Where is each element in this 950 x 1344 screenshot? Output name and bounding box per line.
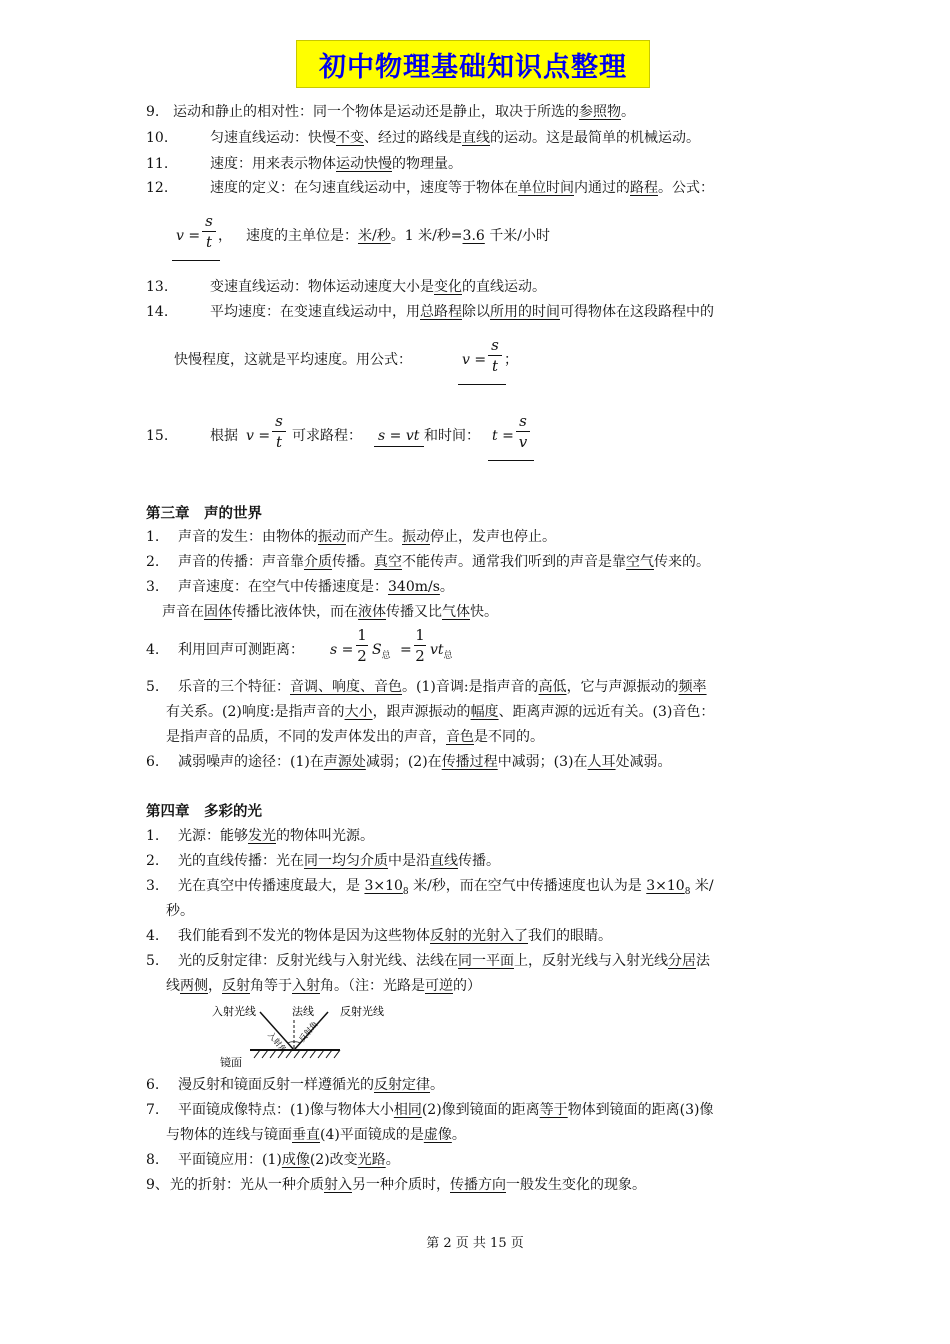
underlined-term: 相同 bbox=[393, 1102, 422, 1118]
text-segment: (2)像到镜面的距离 bbox=[421, 1102, 540, 1118]
text-segment: 的物体叫光源。 bbox=[276, 828, 374, 844]
formula-underline bbox=[374, 446, 424, 447]
underlined-term: 传播过程 bbox=[441, 754, 498, 770]
text: 根据 bbox=[210, 428, 238, 444]
underlined-term: 反射 bbox=[222, 978, 250, 994]
list-number: 9. bbox=[146, 104, 160, 120]
underlined-term: 等于 bbox=[539, 1102, 568, 1118]
formula-time-lhs: t = bbox=[492, 428, 514, 444]
underlined-term: 路程 bbox=[630, 180, 658, 196]
text-segment: ，跟声源振动的 bbox=[372, 704, 471, 720]
chapter-heading: 第四章 多彩的光 bbox=[146, 804, 262, 820]
text-segment: 光的反射定律：反射光线与入射光线、法线在 bbox=[178, 953, 458, 969]
list-number: 1. bbox=[146, 529, 160, 545]
list-item-continuation bbox=[162, 602, 498, 622]
underlined-term: 总路程 bbox=[420, 304, 462, 320]
list-item-continuation bbox=[166, 976, 481, 996]
underlined-term: 人耳 bbox=[587, 754, 616, 770]
text-segment: 我们能看到不发光的物体是因为这些物体 bbox=[178, 928, 430, 944]
text-segment: 声音的传播：声音靠 bbox=[178, 554, 304, 570]
text-segment: 光的直线传播：光在 bbox=[178, 853, 304, 869]
formula-v-lhs: v = bbox=[176, 228, 201, 244]
text-segment: 传播又比 bbox=[386, 604, 442, 620]
list-item bbox=[146, 552, 710, 572]
list-number: 12. bbox=[146, 180, 169, 196]
text-segment: (4)平面镜成的是 bbox=[320, 1127, 424, 1143]
text: 和时间： bbox=[424, 428, 480, 444]
underlined-term: 变化 bbox=[434, 279, 462, 295]
underlined-term: 声源处 bbox=[323, 754, 366, 770]
list-item bbox=[146, 826, 374, 846]
list-item bbox=[178, 677, 707, 697]
underlined-term: 340m/s bbox=[388, 579, 440, 595]
text-segment: 减弱噪声的途径：(1)在 bbox=[178, 754, 324, 770]
text-segment: 中是沿 bbox=[388, 853, 430, 869]
text-segment: 。 bbox=[439, 579, 454, 595]
text-segment: 另一种介质时， bbox=[352, 1177, 450, 1193]
formula-fraction: s v bbox=[516, 412, 530, 451]
list-number: 4. bbox=[146, 642, 160, 658]
page-title: 初中物理基础知识点整理 bbox=[296, 40, 650, 88]
list-number: 3. bbox=[146, 579, 160, 595]
underlined-term: 参照物 bbox=[579, 104, 621, 120]
formula-fraction: s t bbox=[272, 412, 286, 451]
text-segment: 传播比液体快，而在 bbox=[232, 604, 358, 620]
text-segment: 的） bbox=[453, 978, 481, 994]
underlined-term: 介质 bbox=[304, 554, 332, 570]
text-segment: 声音的发生：由物体的 bbox=[178, 529, 318, 545]
text-segment: 物体到镜面的距离(3)像 bbox=[567, 1102, 714, 1118]
list-item bbox=[146, 277, 546, 297]
formula-v-lhs: v = bbox=[246, 428, 271, 444]
chapter-heading: 第三章 声的世界 bbox=[146, 506, 262, 522]
text-segment: 一般发生变化的现象。 bbox=[506, 1177, 646, 1193]
underlined-term: 音调、响度、音色 bbox=[290, 679, 402, 695]
text-segment: 光源：能够 bbox=[178, 828, 248, 844]
underlined-term: 反射的光射入了 bbox=[430, 928, 528, 944]
reflection-diagram bbox=[210, 1000, 410, 1072]
formula-distance: s = vt bbox=[378, 428, 420, 444]
formula-echo-lhs: s = bbox=[330, 642, 354, 658]
list-number: 2. bbox=[146, 853, 160, 869]
text-segment: 快。 bbox=[470, 604, 498, 620]
list-item bbox=[146, 128, 700, 148]
text-segment: 传播。 bbox=[332, 554, 374, 570]
list-item-continuation bbox=[166, 702, 714, 722]
underlined-term: 入射 bbox=[292, 978, 320, 994]
reflected-angle-label: 反射角 bbox=[297, 1019, 320, 1044]
text: 利用回声可测距离： bbox=[178, 642, 304, 658]
list-item-continuation bbox=[166, 1125, 466, 1145]
list-number: 3. bbox=[146, 878, 160, 894]
formula-term: $vt_总$ bbox=[430, 642, 453, 661]
text-segment: 光的折射：光从一种介质 bbox=[170, 1177, 324, 1193]
formula-v-lhs: v = bbox=[462, 352, 487, 368]
list-item bbox=[146, 1150, 400, 1170]
formula-comma: ， bbox=[218, 228, 232, 244]
text-segment: 不能传声。通常我们听到的声音是靠 bbox=[402, 554, 626, 570]
list-item bbox=[146, 154, 462, 174]
text: 可求路程： bbox=[292, 428, 362, 444]
text-segment: 运动和静止的相对性：同一个物体是运动还是静止，取决于所选的 bbox=[173, 104, 579, 120]
list-item bbox=[146, 577, 454, 597]
reflected-ray-label: 反射光线 bbox=[340, 1005, 384, 1018]
text-segment: 传来的。 bbox=[654, 554, 710, 570]
normal-label: 法线 bbox=[292, 1005, 314, 1018]
text-segment: 。 bbox=[451, 1127, 466, 1143]
list-item bbox=[146, 926, 612, 946]
text-segment: 的物理量。 bbox=[392, 156, 462, 172]
list-number: 1. bbox=[146, 828, 160, 844]
underlined-term: 频率 bbox=[678, 679, 707, 695]
underlined-term: 分居 bbox=[668, 953, 696, 969]
underlined-term: 垂直 bbox=[292, 1127, 320, 1143]
underlined-term: 两侧 bbox=[180, 978, 208, 994]
underlined-term: 单位时间 bbox=[518, 180, 574, 196]
list-number: 6. bbox=[146, 754, 160, 770]
underlined-term: 液体 bbox=[358, 604, 386, 620]
list-item bbox=[146, 102, 635, 122]
list-number: 6. bbox=[146, 1077, 160, 1093]
list-number: 7. bbox=[146, 1102, 160, 1118]
underlined-term: 可逆 bbox=[425, 978, 453, 994]
underlined-term: 成像 bbox=[281, 1152, 310, 1168]
underlined-term: 直线 bbox=[462, 130, 490, 146]
underlined-term: 运动快慢 bbox=[336, 156, 392, 172]
list-item-continuation: 快慢程度，这就是平均速度。用公式： bbox=[174, 352, 412, 368]
text-segment: 平面镜应用：(1) bbox=[178, 1152, 282, 1168]
formula-underline bbox=[488, 460, 534, 461]
text-segment: 声音速度：在空气中传播速度是： bbox=[178, 579, 388, 595]
text-segment: ， bbox=[208, 978, 222, 994]
list-item-continuation bbox=[166, 727, 544, 747]
formula-eq: = bbox=[400, 642, 412, 658]
formula-term: $S_总$ bbox=[372, 642, 391, 661]
speed-unit-text: 速度的主单位是：米/秒。1 米/秒=3.6 千米/小时 bbox=[246, 228, 550, 244]
underlined-term: 同一均匀介质 bbox=[304, 853, 388, 869]
text-segment: 而产生。 bbox=[346, 529, 402, 545]
text-segment: 乐音的三个特征： bbox=[178, 679, 290, 695]
formula-fraction: 1 2 bbox=[357, 626, 367, 665]
text-segment: 法 bbox=[696, 953, 710, 969]
text-segment: 与物体的连线与镜面 bbox=[166, 1127, 292, 1143]
underlined-term: 音色 bbox=[446, 729, 474, 745]
text-segment: 变速直线运动：物体运动速度大小是 bbox=[210, 279, 434, 295]
text-segment: 线 bbox=[166, 978, 180, 994]
text-segment: 声音在 bbox=[162, 604, 204, 620]
formula-fraction: s t bbox=[202, 212, 216, 251]
text-segment: 上，反射光线与入射光线 bbox=[514, 953, 668, 969]
text-segment: 内通过的 bbox=[574, 180, 630, 196]
list-item bbox=[146, 1175, 646, 1195]
list-number: 9、 bbox=[146, 1177, 169, 1193]
text-segment: 的直线运动。 bbox=[462, 279, 546, 295]
text-segment: 速度的定义：在匀速直线运动中，速度等于物体在 bbox=[210, 180, 518, 196]
text-segment: 。(1)音调:是指声音的 bbox=[402, 679, 539, 695]
text-segment: 、距离声源的远近有关。(3)音色： bbox=[498, 704, 715, 720]
list-item bbox=[178, 951, 710, 971]
underlined-term: 虚像 bbox=[423, 1127, 452, 1143]
text-segment: 除以 bbox=[462, 304, 490, 320]
underlined-term: 光路 bbox=[357, 1152, 386, 1168]
underlined-term: 同一平面 bbox=[458, 953, 514, 969]
formula-semicolon: ； bbox=[504, 352, 518, 368]
text-segment: 我们的眼睛。 bbox=[528, 928, 612, 944]
list-item: 光在真空中传播速度最大，是 $3\times 10_8$ 米/秒，而在空气中传播速度也认为是 $3\times 10_8$ 米/ bbox=[178, 878, 714, 897]
list-item bbox=[146, 752, 672, 772]
text-segment: 减弱；(2)在 bbox=[365, 754, 442, 770]
text-segment: 中减弱；(3)在 bbox=[497, 754, 588, 770]
incident-ray-label: 入射光线 bbox=[212, 1005, 256, 1018]
formula-fraction: 1 2 bbox=[415, 626, 425, 665]
underlined-term: 气体 bbox=[442, 604, 470, 620]
underlined-term: 发光 bbox=[248, 828, 276, 844]
list-number: 15. bbox=[146, 428, 169, 444]
underlined-term: 空气 bbox=[626, 554, 654, 570]
text-segment: 可得物体在这段路程中的 bbox=[560, 304, 714, 320]
page-footer: 第 2 页 共 15 页 bbox=[426, 1236, 524, 1251]
list-item bbox=[146, 1075, 444, 1095]
mirror-label: 镜面 bbox=[220, 1056, 242, 1069]
text-segment: 平均速度：在变速直线运动中，用 bbox=[210, 304, 420, 320]
underlined-term: 所用的时间 bbox=[490, 304, 560, 320]
underlined-term: 振动 bbox=[402, 529, 430, 545]
text-segment: 、经过的路线是 bbox=[364, 130, 462, 146]
text-segment: 有关系。(2)响度:是指声音的 bbox=[166, 704, 345, 720]
text-segment: 传播。 bbox=[458, 853, 500, 869]
underlined-term: 固体 bbox=[204, 604, 232, 620]
list-number: 4. bbox=[146, 928, 160, 944]
underlined-term: 幅度 bbox=[470, 704, 499, 720]
text-segment: 平面镜成像特点：(1)像与物体大小 bbox=[178, 1102, 394, 1118]
text-segment: ，它与声源振动的 bbox=[566, 679, 679, 695]
formula-underline bbox=[172, 260, 220, 261]
text-segment: 。 bbox=[385, 1152, 400, 1168]
underlined-term: 高低 bbox=[538, 679, 567, 695]
text-segment: 匀速直线运动：快慢 bbox=[210, 130, 336, 146]
list-item bbox=[146, 851, 500, 871]
list-number: 14. bbox=[146, 304, 169, 320]
underlined-term: 真空 bbox=[374, 554, 402, 570]
text-segment: 的运动。这是最简单的机械运动。 bbox=[490, 130, 700, 146]
list-item bbox=[178, 1100, 714, 1120]
formula-fraction: s t bbox=[488, 336, 502, 375]
underlined-term: 振动 bbox=[318, 529, 346, 545]
text-segment: 漫反射和镜面反射一样遵循光的 bbox=[178, 1077, 374, 1093]
list-number: 11. bbox=[146, 156, 169, 172]
text-segment: 速度：用来表示物体 bbox=[210, 156, 336, 172]
text-segment: (2)改变 bbox=[309, 1152, 358, 1168]
text-segment: 处减弱。 bbox=[615, 754, 672, 770]
list-item bbox=[146, 302, 714, 322]
incident-angle-label: 入射角 bbox=[266, 1030, 289, 1055]
text-segment: 是不同的。 bbox=[474, 729, 544, 745]
list-number: 5. bbox=[146, 953, 160, 969]
text-segment: 。 bbox=[621, 104, 635, 120]
underlined-term: 直线 bbox=[430, 853, 458, 869]
list-number: 5. bbox=[146, 679, 160, 695]
list-number: 2. bbox=[146, 554, 160, 570]
formula-underline bbox=[458, 384, 506, 385]
underlined-term: 传播方向 bbox=[450, 1177, 506, 1193]
list-number: 13. bbox=[146, 279, 169, 295]
underlined-term: 反射定律 bbox=[374, 1077, 430, 1093]
text-segment: 。 bbox=[430, 1077, 444, 1093]
text-segment: 角。（注：光路是 bbox=[320, 978, 425, 994]
list-item-continuation: 秒。 bbox=[166, 903, 194, 919]
underlined-term: 大小 bbox=[344, 704, 373, 720]
list-number: 10. bbox=[146, 130, 169, 146]
list-number: 8. bbox=[146, 1152, 160, 1168]
list-item bbox=[146, 527, 556, 547]
text-segment: 。公式： bbox=[658, 180, 714, 196]
underlined-term: 射入 bbox=[324, 1177, 352, 1193]
list-item bbox=[146, 178, 714, 198]
text-segment: 是指声音的品质，不同的发声体发出的声音， bbox=[166, 729, 446, 745]
text-segment: 角等于 bbox=[250, 978, 292, 994]
text-segment: 停止，发声也停止。 bbox=[430, 529, 556, 545]
underlined-term: 不变 bbox=[336, 130, 364, 146]
